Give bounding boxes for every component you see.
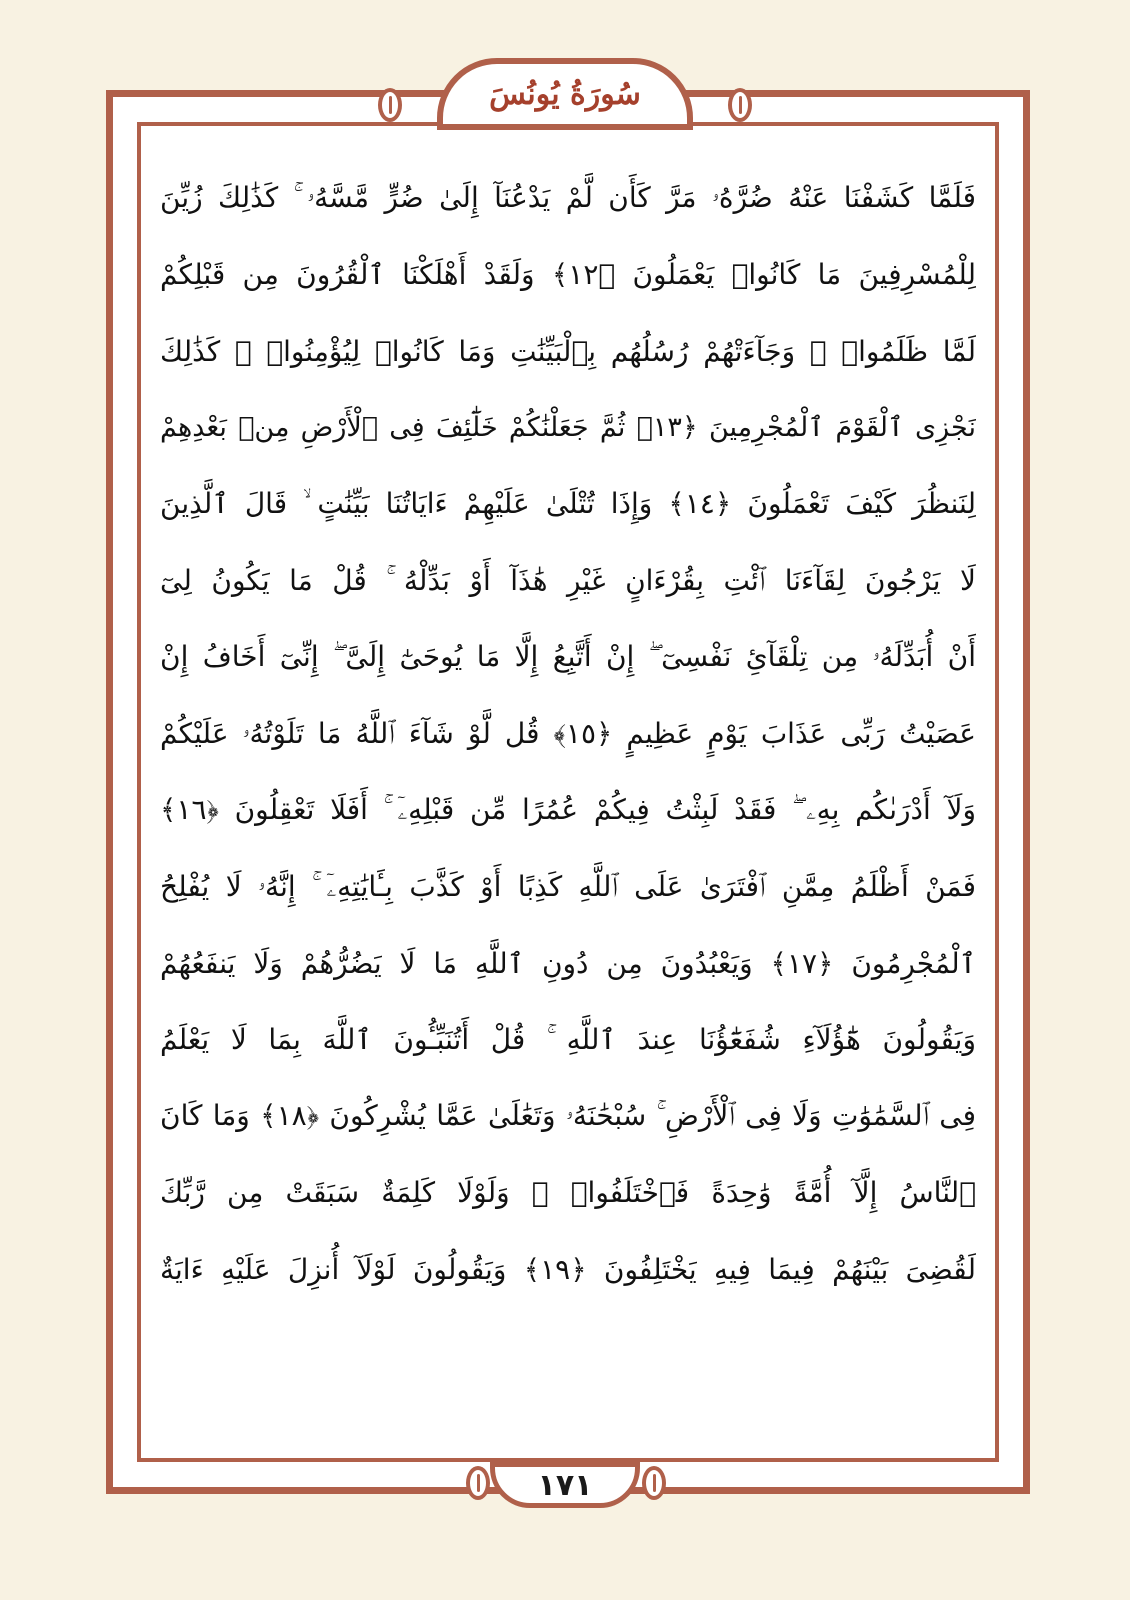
page-number-cartouche	[490, 1462, 640, 1508]
line-text: لِلْمُسْرِفِينَ مَا كَانُوا۟ يَعْمَلُونَ ﴿١٢﴾ وَلَقَدْ أَهْلَكْنَا ٱلْقُرُونَ مِن قَبْلِكُمْ	[160, 258, 976, 292]
line-text: ٱلْمُجْرِمُونَ ﴿١٧﴾ وَيَعْبُدُونَ مِن دُونِ ٱللَّهِ مَا لَا يَضُرُّهُمْ وَلَا يَنفَعُهُمْ	[160, 946, 976, 980]
header-left-ornament-icon	[378, 88, 402, 122]
text-line-14	[160, 1155, 976, 1232]
line-text: أَنْ أُبَدِّلَهُۥ مِن تِلْقَآئِ نَفْسِىٓ ۖ إِنْ أَتَّبِعُ إِلَّا مَا يُوحَىٰٓ إِلَىَّ ۖ إِنِّىٓ أَخَافُ إِنْ	[160, 640, 976, 674]
quran-text-block	[160, 160, 976, 1308]
line-text: ٱلنَّاسُ إِلَّآ أُمَّةً وَٰحِدَةً فَٱخْتَلَفُوا۟ ۚ وَلَوْلَا كَلِمَةٌ سَبَقَتْ مِن رَّبِّكَ	[160, 1176, 976, 1210]
text-line-3	[160, 313, 976, 390]
footer-right-ornament-icon	[642, 1466, 666, 1500]
line-text: لَا يَرْجُونَ لِقَآءَنَا ٱئْتِ بِقُرْءَانٍ غَيْرِ هَٰذَآ أَوْ بَدِّلْهُ ۚ قُلْ مَا يَكُونُ لِىٓ	[160, 563, 976, 597]
line-text: لَمَّا ظَلَمُوا۟ ۙ وَجَآءَتْهُمْ رُسُلُهُم بِٱلْبَيِّنَٰتِ وَمَا كَانُوا۟ لِيُؤْمِنُوا۟ ۚ كَذَٰلِكَ	[160, 334, 976, 368]
text-line-11	[160, 925, 976, 1002]
text-line-10	[160, 849, 976, 926]
surah-header	[437, 58, 693, 130]
page-number: ١٧١	[537, 1467, 593, 1503]
line-text: عَصَيْتُ رَبِّى عَذَابَ يَوْمٍ عَظِيمٍ ﴿١٥﴾ قُل لَّوْ شَآءَ ٱللَّهُ مَا تَلَوْتُهُۥ عَلَيْكُمْ	[160, 716, 976, 750]
text-line-9	[160, 772, 976, 849]
line-text: وَيَقُولُونَ هَٰٓؤُلَآءِ شُفَعَٰٓؤُنَا عِندَ ٱللَّهِ ۚ قُلْ أَتُنَبِّـُٔونَ ٱللَّهَ بِمَا لَا يَعْلَمُ	[160, 1022, 976, 1056]
footer-left-ornament-icon	[466, 1466, 490, 1500]
text-line-5	[160, 466, 976, 543]
text-line-2	[160, 237, 976, 314]
surah-title: سُورَةُ يُونُسَ	[489, 76, 641, 112]
line-text: لِنَنظُرَ كَيْفَ تَعْمَلُونَ ﴿١٤﴾ وَإِذَا تُتْلَىٰ عَلَيْهِمْ ءَايَاتُنَا بَيِّنَٰتٍ ۙ قَالَ ٱلَّذِينَ	[160, 487, 976, 521]
text-line-8	[160, 696, 976, 773]
text-line-12	[160, 1002, 976, 1079]
line-text: وَلَآ أَدْرَىٰكُم بِهِۦ ۖ فَقَدْ لَبِثْتُ فِيكُمْ عُمُرًا مِّن قَبْلِهِۦٓ ۚ أَفَلَا تَعْقِلُونَ ﴿١٦﴾	[160, 793, 976, 827]
line-text: فَلَمَّا كَشَفْنَا عَنْهُ ضُرَّهُۥ مَرَّ كَأَن لَّمْ يَدْعُنَآ إِلَىٰ ضُرٍّ مَّسَّهُۥ ۚ كَذَٰلِكَ زُيِّنَ	[160, 181, 976, 215]
text-line-4	[160, 390, 976, 467]
header-right-ornament-icon	[728, 88, 752, 122]
line-text: لَقُضِىَ بَيْنَهُمْ فِيمَا فِيهِ يَخْتَلِفُونَ ﴿١٩﴾ وَيَقُولُونَ لَوْلَآ أُنزِلَ عَلَيْهِ ءَايَةٌ	[160, 1252, 976, 1286]
text-line-6	[160, 543, 976, 620]
line-text: نَجْزِى ٱلْقَوْمَ ٱلْمُجْرِمِينَ ﴿١٣﴾ ثُمَّ جَعَلْنَٰكُمْ خَلَٰٓئِفَ فِى ٱلْأَرْضِ مِنۢ بَعْدِهِمْ	[160, 412, 976, 444]
text-line-15	[160, 1231, 976, 1308]
line-text: فِى ٱلسَّمَٰوَٰتِ وَلَا فِى ٱلْأَرْضِ ۚ سُبْحَٰنَهُۥ وَتَعَٰلَىٰ عَمَّا يُشْرِكُونَ ﴿١٨﴾ وَمَا كَانَ	[160, 1099, 976, 1133]
text-line-7	[160, 619, 976, 696]
line-text: فَمَنْ أَظْلَمُ مِمَّنِ ٱفْتَرَىٰ عَلَى ٱللَّهِ كَذِبًا أَوْ كَذَّبَ بِـَٔايَٰتِهِۦٓ ۚ إِنَّهُۥ لَا يُفْلِحُ	[160, 869, 976, 903]
text-line-1	[160, 160, 976, 237]
text-line-13	[160, 1078, 976, 1155]
